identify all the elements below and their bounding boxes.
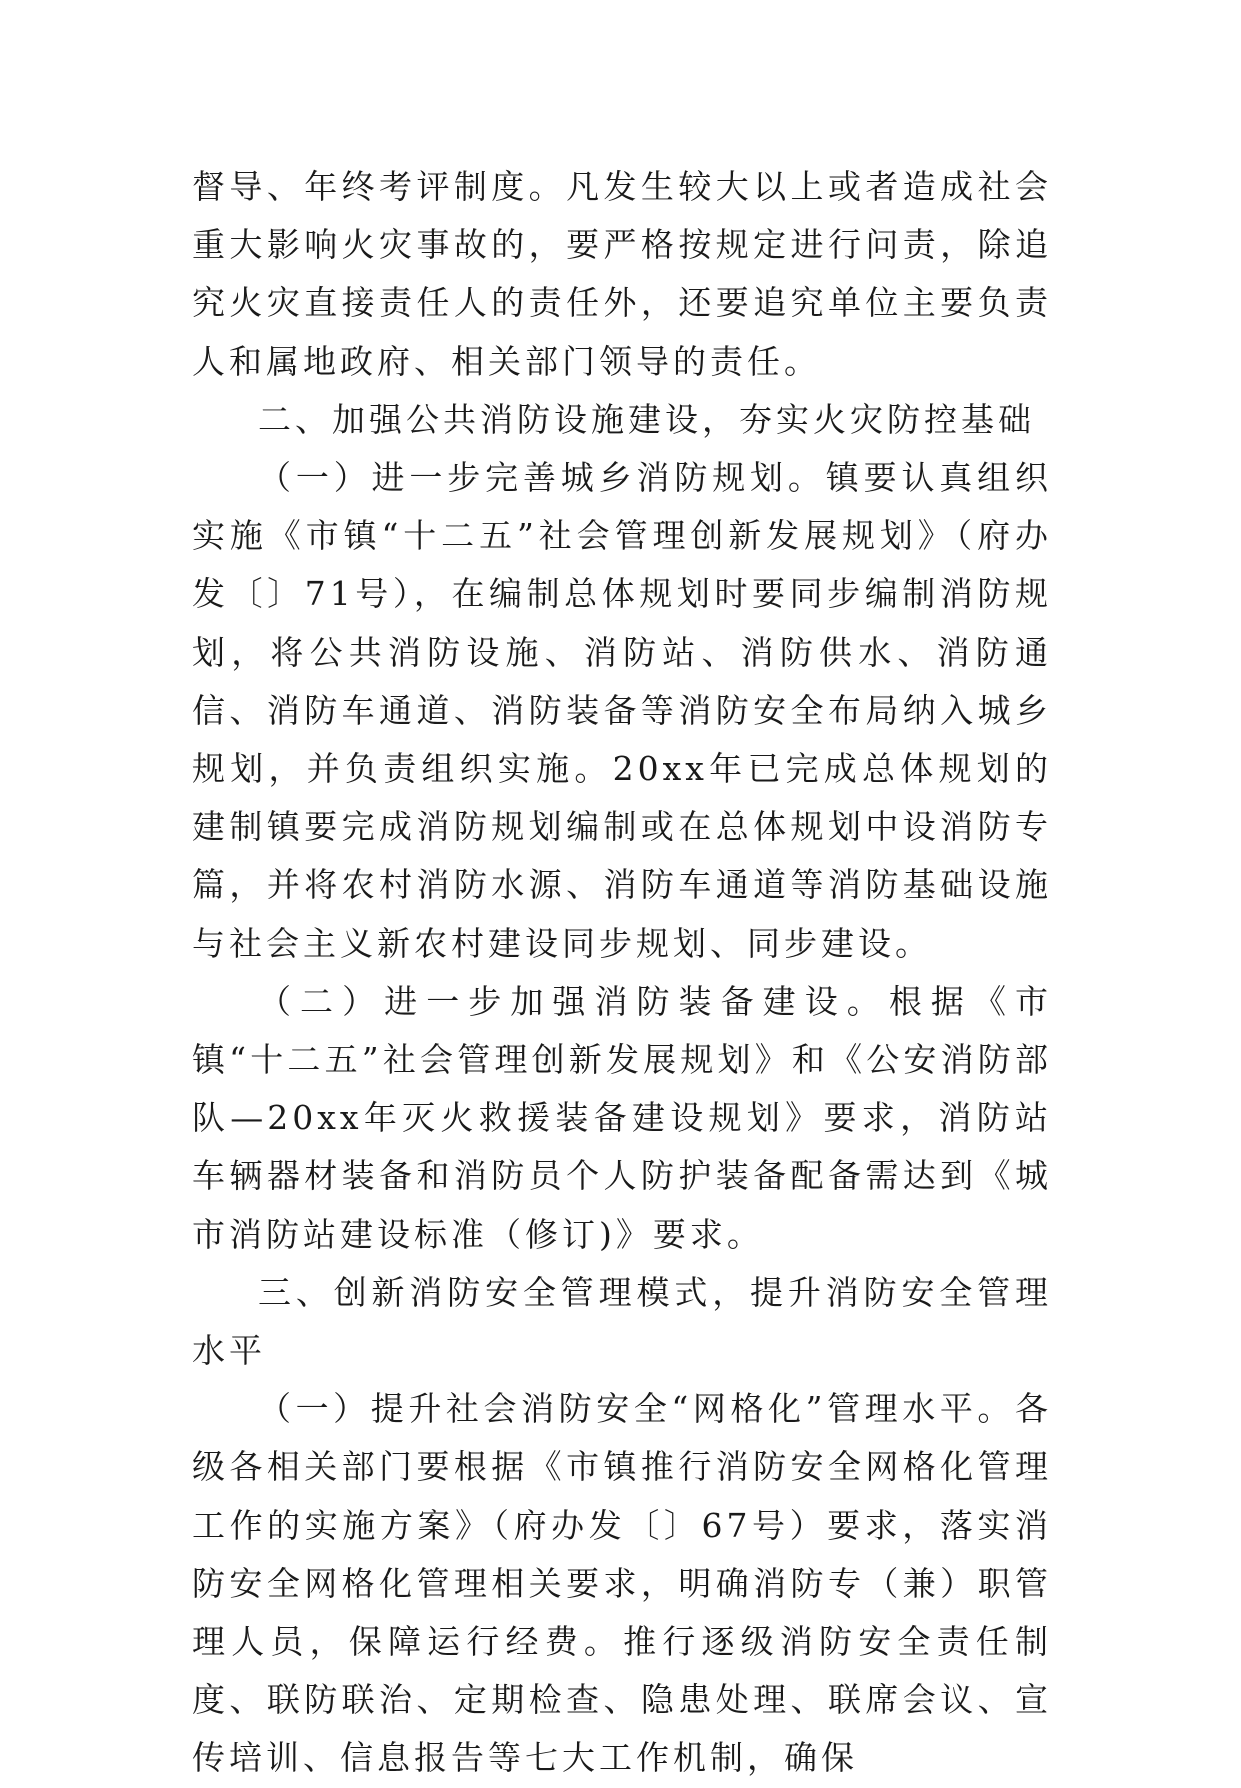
- section-heading-three: 三、创新消防安全管理模式，提升消防安全管理水平: [192, 1272, 1052, 1371]
- paragraph-equipment: （二）进一步加强消防装备建设。根据《市镇“十二五”社会管理创新发展规划》和《公安消防部队—20xx年灭火救援装备建设规划》要求，消防站车辆器材装备和消防员个人防护装备配备需达到《城市消防站建设标准（修订)》要求。: [192, 981, 1052, 1254]
- section-heading-two: 二、加强公共消防设施建设，夯实火灾防控基础: [258, 399, 1035, 439]
- document-body: [192, 158, 1052, 1788]
- paragraph-planning: （一）进一步完善城乡消防规划。镇要认真组织实施《市镇“十二五”社会管理创新发展规划》（府办发〔〕71号），在编制总体规划时要同步编制消防规划，将公共消防设施、消防站、消防供水、消防通信、消防车通道、消防装备等消防安全布局纳入城乡规划，并负责组织实施。20xx年已完成总体规划的建制镇要完成消防规划编制或在总体规划中设消防专篇，并将农村消防水源、消防车通道等消防基础设施与社会主义新农村建设同步规划、同步建设。: [192, 458, 1052, 963]
- paragraph-responsibility: 督导、年终考评制度。凡发生较大以上或者造成社会重大影响火灾事故的，要严格按规定进行问责，除追究火灾直接责任人的责任外，还要追究单位主要负责人和属地政府、相关部门领导的责任。: [192, 167, 1052, 381]
- paragraph-grid-management: （一）提升社会消防安全“网格化”管理水平。各级各相关部门要根据《市镇推行消防安全网格化管理工作的实施方案》（府办发〔〕67号）要求，落实消防安全网格化管理相关要求，明确消防专（兼）职管理人员，保障运行经费。推行逐级消防安全责任制度、联防联治、定期检查、隐患处理、联席会议、宣传培训、信息报告等七大工作机制，确保: [192, 1389, 1052, 1778]
